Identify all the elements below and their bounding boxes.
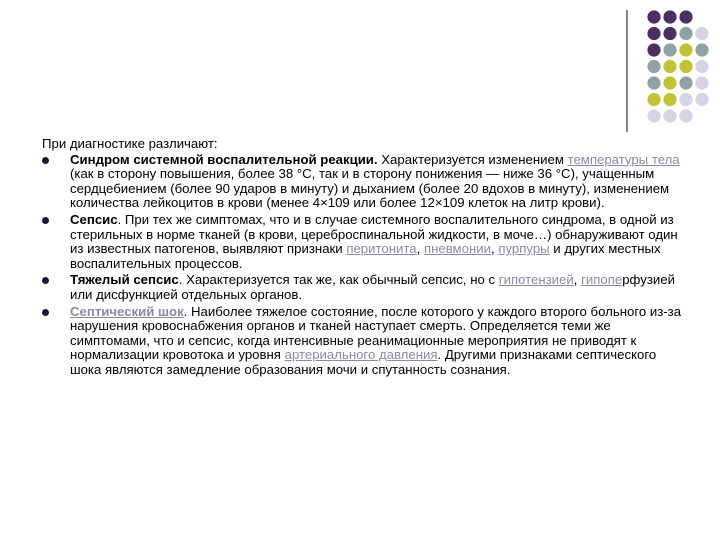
item-text: , — [416, 241, 424, 257]
decorative-dot-purple — [663, 27, 676, 40]
link-hypotension[interactable]: гипотензией — [498, 272, 574, 288]
item-text: . Наиболее тяжелое состояние, после которого у каждого второго больного из-за нарушения кровоснабжения органов и тканей наступает смерть. Определяется теми же симптомами, что и сепсис, когда интенсивные реанимационные мероприятия не приводят к нормализации кровотока и уровня — [70, 303, 682, 363]
decorative-dot-light — [679, 93, 692, 106]
link-pneumonia[interactable]: пневмонии — [423, 241, 491, 257]
decorative-dot-purple — [647, 27, 660, 40]
term-sepsis: Сепсис — [70, 211, 118, 227]
decorative-dot-yellow — [679, 60, 692, 73]
decorative-dot-gray — [663, 43, 676, 56]
decorative-dot-light — [695, 93, 708, 106]
decorative-dot-light — [647, 109, 660, 122]
list-item-sepsis — [42, 213, 682, 271]
decorative-dot-purple — [647, 43, 660, 56]
term-severe-sepsis: Тяжелый сепсис — [70, 272, 179, 288]
item-text: и других местных воспалительных процессов. — [70, 241, 661, 271]
bullet-dot-icon — [42, 217, 49, 224]
item-text: Характеризуется изменением — [377, 151, 568, 167]
decorative-dot-yellow — [663, 76, 676, 89]
item-text: , — [490, 241, 499, 257]
link-purpura[interactable]: пурпуры — [498, 241, 550, 257]
item-text: . Другими признаками септического шока являются замедление образования мочи и спутанность сознания. — [70, 347, 657, 377]
link-arterial-pressure[interactable]: артериального давления — [284, 347, 438, 363]
item-text: . Характеризуется так же, как обычный сепсис, но с — [178, 272, 499, 288]
decorative-dot-purple — [663, 10, 676, 23]
item-text: . При тех же симптомах, что и в случае системного воспалительного синдрома, в одной из стерильных в норме тканей (в крови, цереброспинальной жидкости, в моче…) обнаруживают один из известных патогенов, выявляют признаки — [70, 211, 678, 257]
bullet-dot-icon — [42, 277, 49, 284]
list-item-septic-shock — [42, 305, 682, 378]
main-content — [42, 137, 682, 380]
decorative-dot-purple — [647, 10, 660, 23]
dot-grid — [647, 10, 708, 122]
link-body-temperature[interactable]: температуры тела — [567, 151, 680, 167]
decorative-dot-gray — [679, 76, 692, 89]
decorative-dot-gray — [647, 60, 660, 73]
bullet-dot-icon — [42, 157, 49, 164]
bullet-list — [42, 153, 682, 378]
decorative-dot-yellow — [647, 93, 660, 106]
link-peritonitis[interactable]: перитонита — [346, 241, 417, 257]
item-text: (как в сторону повышения, более 38 °C, так и в сторону понижения — ниже 36 °C), учащенным сердцебиением (более 90 ударов в минуту) и дыханием (более 20 вдохов в минуту), изменением количества лейкоцитов в крови (менее 4×109 или более 12×109 клеток на литр крови). — [70, 166, 670, 211]
term-sirs: Синдром системной воспалительной реакции. — [70, 151, 378, 167]
decorative-dot-light — [695, 27, 708, 40]
decorative-dot-yellow — [663, 60, 676, 73]
decorative-dot-light — [695, 60, 708, 73]
intro-text: При диагностике различают: — [42, 136, 218, 151]
decorative-dot-gray — [695, 43, 708, 56]
link-septic-shock[interactable]: Септический шок — [70, 303, 184, 319]
list-item-severe-sepsis — [42, 273, 682, 302]
decorative-dot-light — [695, 76, 708, 89]
decorative-dot-yellow — [679, 43, 692, 56]
item-text: , — [573, 272, 582, 288]
item-text: рфузией или дисфункцией отдельных органов. — [70, 272, 675, 302]
decorative-dot-gray — [679, 27, 692, 40]
decorative-dot-yellow — [663, 93, 676, 106]
list-item-sirs — [42, 153, 682, 211]
bullet-dot-icon — [42, 309, 49, 316]
decorative-dot-light — [663, 109, 676, 122]
decorative-dot-light — [679, 109, 692, 122]
decorative-dot-gray — [647, 76, 660, 89]
link-hypoperfusion[interactable]: гипопе — [581, 272, 623, 288]
decorative-dot-purple — [679, 10, 692, 23]
